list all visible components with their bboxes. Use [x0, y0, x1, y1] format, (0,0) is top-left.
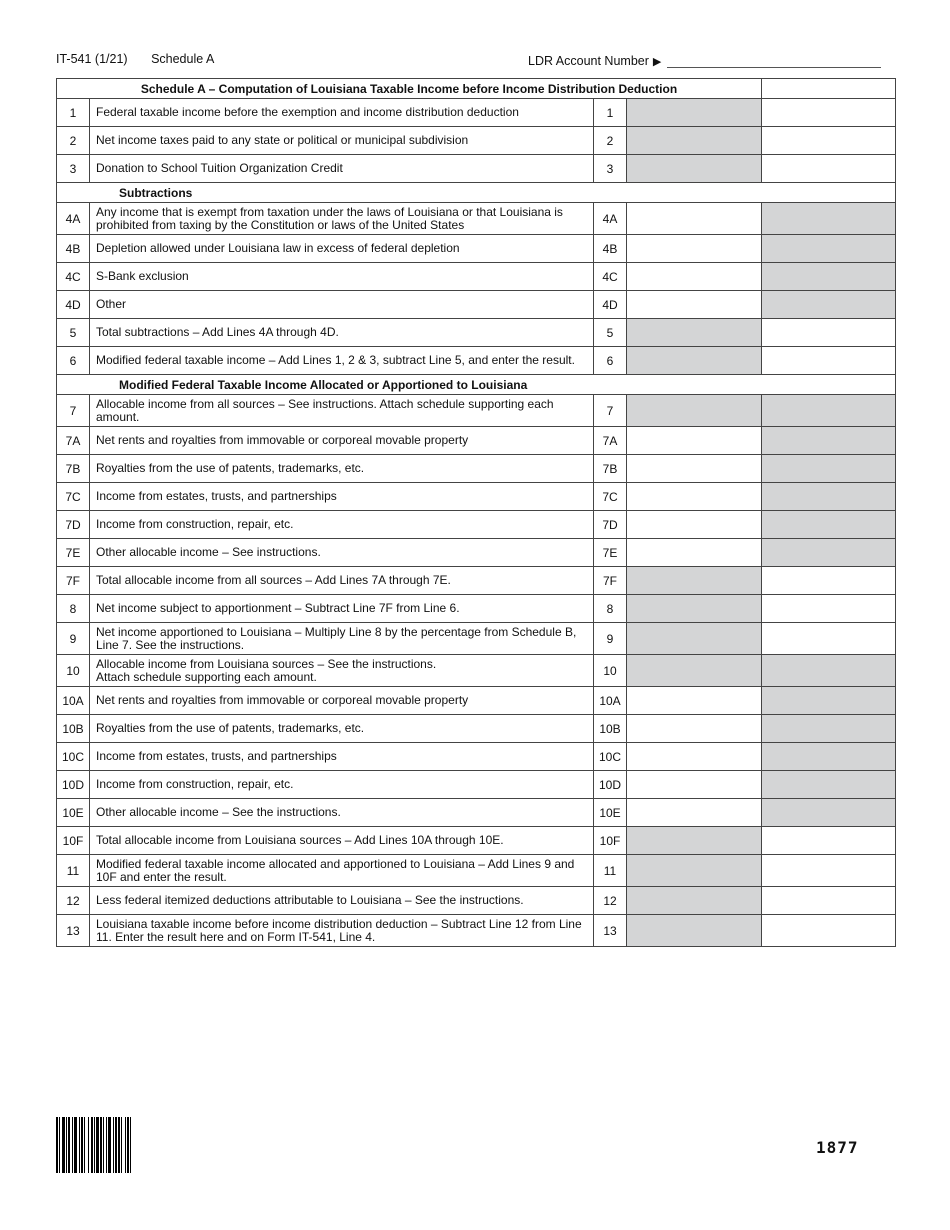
- amount-input[interactable]: [627, 291, 762, 319]
- shaded-cell: [627, 855, 762, 887]
- schedule-name: Schedule A: [151, 52, 215, 66]
- line-number: 7A: [57, 427, 90, 455]
- line-number: 4A: [57, 203, 90, 235]
- line-number: 2: [57, 127, 90, 155]
- total-amount-input[interactable]: [762, 855, 896, 887]
- shaded-cell: [627, 827, 762, 855]
- line-row: [57, 595, 896, 623]
- line-row: [57, 347, 896, 375]
- line-reference: 1: [594, 99, 627, 127]
- amount-input[interactable]: [627, 539, 762, 567]
- schedule-title-row: [57, 79, 896, 99]
- line-description: Less federal itemized deductions attributable to Louisiana – See the instructions.: [90, 887, 594, 915]
- line-row: [57, 915, 896, 947]
- line-reference: 10B: [594, 715, 627, 743]
- line-reference: 4B: [594, 235, 627, 263]
- shaded-cell: [627, 127, 762, 155]
- line-row: [57, 855, 896, 887]
- shaded-cell: [762, 291, 896, 319]
- line-description: Modified federal taxable income – Add Lines 1, 2 & 3, subtract Line 5, and enter the result.: [90, 347, 594, 375]
- line-description: Modified federal taxable income allocated and apportioned to Louisiana – Add Lines 9 and 10F and enter the result.: [90, 855, 594, 887]
- shaded-cell: [627, 595, 762, 623]
- shaded-cell: [627, 99, 762, 127]
- line-number: 9: [57, 623, 90, 655]
- shaded-cell: [627, 319, 762, 347]
- line-reference: 7E: [594, 539, 627, 567]
- line-number: 4D: [57, 291, 90, 319]
- line-row: [57, 799, 896, 827]
- line-description: Depletion allowed under Louisiana law in excess of federal depletion: [90, 235, 594, 263]
- line-description: Other: [90, 291, 594, 319]
- schedule-title: Schedule A – Computation of Louisiana Taxable Income before Income Distribution Deduction: [57, 79, 762, 99]
- line-number: 1: [57, 99, 90, 127]
- line-row: [57, 655, 896, 687]
- line-number: 10F: [57, 827, 90, 855]
- section-header-row: [57, 183, 896, 203]
- account-number-label: LDR Account Number: [528, 54, 649, 68]
- amount-input[interactable]: [627, 455, 762, 483]
- account-number-input[interactable]: [667, 56, 881, 68]
- line-reference: 10E: [594, 799, 627, 827]
- line-row: [57, 127, 896, 155]
- line-description: Income from construction, repair, etc.: [90, 511, 594, 539]
- line-description: Royalties from the use of patents, trademarks, etc.: [90, 455, 594, 483]
- line-description: Income from estates, trusts, and partnerships: [90, 483, 594, 511]
- title-right-cell: [762, 79, 896, 99]
- line-number: 3: [57, 155, 90, 183]
- line-description: Allocable income from Louisiana sources – See the instructions. Attach schedule supporting each amount.: [90, 655, 594, 687]
- shaded-cell: [627, 623, 762, 655]
- shaded-cell: [762, 539, 896, 567]
- line-number: 10A: [57, 687, 90, 715]
- line-row: [57, 687, 896, 715]
- line-description: Net income subject to apportionment – Subtract Line 7F from Line 6.: [90, 595, 594, 623]
- line-number: 10B: [57, 715, 90, 743]
- total-amount-input[interactable]: [762, 915, 896, 947]
- line-number: 10: [57, 655, 90, 687]
- line-row: [57, 827, 896, 855]
- line-description: Other allocable income – See the instructions.: [90, 799, 594, 827]
- total-amount-input[interactable]: [762, 827, 896, 855]
- amount-input[interactable]: [627, 771, 762, 799]
- line-description: Income from construction, repair, etc.: [90, 771, 594, 799]
- line-row: [57, 155, 896, 183]
- shaded-cell: [627, 567, 762, 595]
- line-number: 12: [57, 887, 90, 915]
- line-reference: 7: [594, 395, 627, 427]
- line-number: 7D: [57, 511, 90, 539]
- total-amount-input[interactable]: [762, 595, 896, 623]
- line-number: 7B: [57, 455, 90, 483]
- line-reference: 2: [594, 127, 627, 155]
- shaded-cell: [762, 395, 896, 427]
- line-reference: 4C: [594, 263, 627, 291]
- line-reference: 10A: [594, 687, 627, 715]
- amount-input[interactable]: [627, 799, 762, 827]
- amount-input[interactable]: [627, 511, 762, 539]
- shaded-cell: [627, 655, 762, 687]
- line-number: 4C: [57, 263, 90, 291]
- line-description: Federal taxable income before the exemption and income distribution deduction: [90, 99, 594, 127]
- barcode-bar: [131, 1117, 133, 1173]
- line-number: 8: [57, 595, 90, 623]
- line-reference: 12: [594, 887, 627, 915]
- line-row: [57, 203, 896, 235]
- line-description: S-Bank exclusion: [90, 263, 594, 291]
- amount-input[interactable]: [627, 715, 762, 743]
- total-amount-input[interactable]: [762, 347, 896, 375]
- line-reference: 11: [594, 855, 627, 887]
- line-row: [57, 319, 896, 347]
- line-number: 10D: [57, 771, 90, 799]
- line-description: Net rents and royalties from immovable or corporeal movable property: [90, 427, 594, 455]
- barcode: [56, 1117, 206, 1173]
- line-description: Net rents and royalties from immovable or corporeal movable property: [90, 687, 594, 715]
- total-amount-input[interactable]: [762, 887, 896, 915]
- form-id: IT-541 (1/21): [56, 52, 128, 66]
- line-number: 10C: [57, 743, 90, 771]
- line-row: [57, 887, 896, 915]
- line-row: [57, 263, 896, 291]
- total-amount-input[interactable]: [762, 319, 896, 347]
- shaded-cell: [762, 427, 896, 455]
- page-number: 1877: [816, 1138, 859, 1157]
- line-description: Any income that is exempt from taxation under the laws of Louisiana or that Louisiana is prohibited from taxing by the Constitution or laws of the United States: [90, 203, 594, 235]
- line-reference: 10D: [594, 771, 627, 799]
- line-number: 7E: [57, 539, 90, 567]
- section-header: Modified Federal Taxable Income Allocated or Apportioned to Louisiana: [57, 375, 896, 395]
- line-number: 7C: [57, 483, 90, 511]
- line-number: 7F: [57, 567, 90, 595]
- line-description: Royalties from the use of patents, trademarks, etc.: [90, 715, 594, 743]
- amount-input[interactable]: [627, 235, 762, 263]
- amount-input[interactable]: [627, 483, 762, 511]
- triangle-arrow-icon: ▶: [652, 56, 662, 68]
- line-description: Net income apportioned to Louisiana – Multiply Line 8 by the percentage from Schedule B, Line 7. See the instructions.: [90, 623, 594, 655]
- shaded-cell: [762, 511, 896, 539]
- shaded-cell: [762, 655, 896, 687]
- amount-input[interactable]: [627, 263, 762, 291]
- line-reference: 10: [594, 655, 627, 687]
- line-row: [57, 743, 896, 771]
- section-header: Subtractions: [57, 183, 896, 203]
- line-description: Net income taxes paid to any state or political or municipal subdivision: [90, 127, 594, 155]
- line-row: [57, 567, 896, 595]
- line-number: 13: [57, 915, 90, 947]
- line-number: 10E: [57, 799, 90, 827]
- line-row: [57, 771, 896, 799]
- line-reference: 4D: [594, 291, 627, 319]
- line-reference: 13: [594, 915, 627, 947]
- line-number: 11: [57, 855, 90, 887]
- shaded-cell: [762, 263, 896, 291]
- amount-input[interactable]: [627, 427, 762, 455]
- shaded-cell: [627, 155, 762, 183]
- amount-input[interactable]: [627, 743, 762, 771]
- line-reference: 4A: [594, 203, 627, 235]
- shaded-cell: [762, 687, 896, 715]
- total-amount-input[interactable]: [762, 623, 896, 655]
- shaded-cell: [762, 203, 896, 235]
- account-number-field: [528, 54, 881, 68]
- total-amount-input[interactable]: [762, 567, 896, 595]
- line-number: 6: [57, 347, 90, 375]
- line-description: Allocable income from all sources – See instructions. Attach schedule supporting each amount.: [90, 395, 594, 427]
- line-row: [57, 99, 896, 127]
- line-description: Income from estates, trusts, and partnerships: [90, 743, 594, 771]
- line-reference: 7B: [594, 455, 627, 483]
- line-row: [57, 235, 896, 263]
- line-description: Donation to School Tuition Organization Credit: [90, 155, 594, 183]
- shaded-cell: [762, 235, 896, 263]
- section-header-row: [57, 375, 896, 395]
- shaded-cell: [762, 799, 896, 827]
- line-row: [57, 623, 896, 655]
- line-row: [57, 291, 896, 319]
- shaded-cell: [762, 455, 896, 483]
- shaded-cell: [627, 395, 762, 427]
- line-row: [57, 715, 896, 743]
- total-amount-input[interactable]: [762, 99, 896, 127]
- amount-input[interactable]: [627, 203, 762, 235]
- line-reference: 10C: [594, 743, 627, 771]
- line-reference: 7F: [594, 567, 627, 595]
- shaded-cell: [627, 347, 762, 375]
- line-row: [57, 511, 896, 539]
- form-header: [56, 52, 234, 66]
- line-row: [57, 455, 896, 483]
- shaded-cell: [627, 915, 762, 947]
- shaded-cell: [627, 887, 762, 915]
- line-reference: 5: [594, 319, 627, 347]
- line-reference: 9: [594, 623, 627, 655]
- shaded-cell: [762, 771, 896, 799]
- line-reference: 7A: [594, 427, 627, 455]
- line-description: Louisiana taxable income before income distribution deduction – Subtract Line 12 from Line 11. Enter the result here and on Form IT-541, Line 4.: [90, 915, 594, 947]
- line-reference: 8: [594, 595, 627, 623]
- shaded-cell: [762, 715, 896, 743]
- total-amount-input[interactable]: [762, 127, 896, 155]
- line-reference: 7D: [594, 511, 627, 539]
- amount-input[interactable]: [627, 687, 762, 715]
- line-description: Total allocable income from all sources – Add Lines 7A through 7E.: [90, 567, 594, 595]
- line-row: [57, 483, 896, 511]
- schedule-a-table: [56, 78, 896, 947]
- line-reference: 10F: [594, 827, 627, 855]
- line-row: [57, 539, 896, 567]
- line-reference: 6: [594, 347, 627, 375]
- line-row: [57, 427, 896, 455]
- shaded-cell: [762, 483, 896, 511]
- shaded-cell: [762, 743, 896, 771]
- line-number: 4B: [57, 235, 90, 263]
- line-row: [57, 395, 896, 427]
- line-number: 7: [57, 395, 90, 427]
- total-amount-input[interactable]: [762, 155, 896, 183]
- line-description: Other allocable income – See instructions.: [90, 539, 594, 567]
- line-reference: 7C: [594, 483, 627, 511]
- line-description: Total allocable income from Louisiana sources – Add Lines 10A through 10E.: [90, 827, 594, 855]
- line-reference: 3: [594, 155, 627, 183]
- line-description: Total subtractions – Add Lines 4A through 4D.: [90, 319, 594, 347]
- line-number: 5: [57, 319, 90, 347]
